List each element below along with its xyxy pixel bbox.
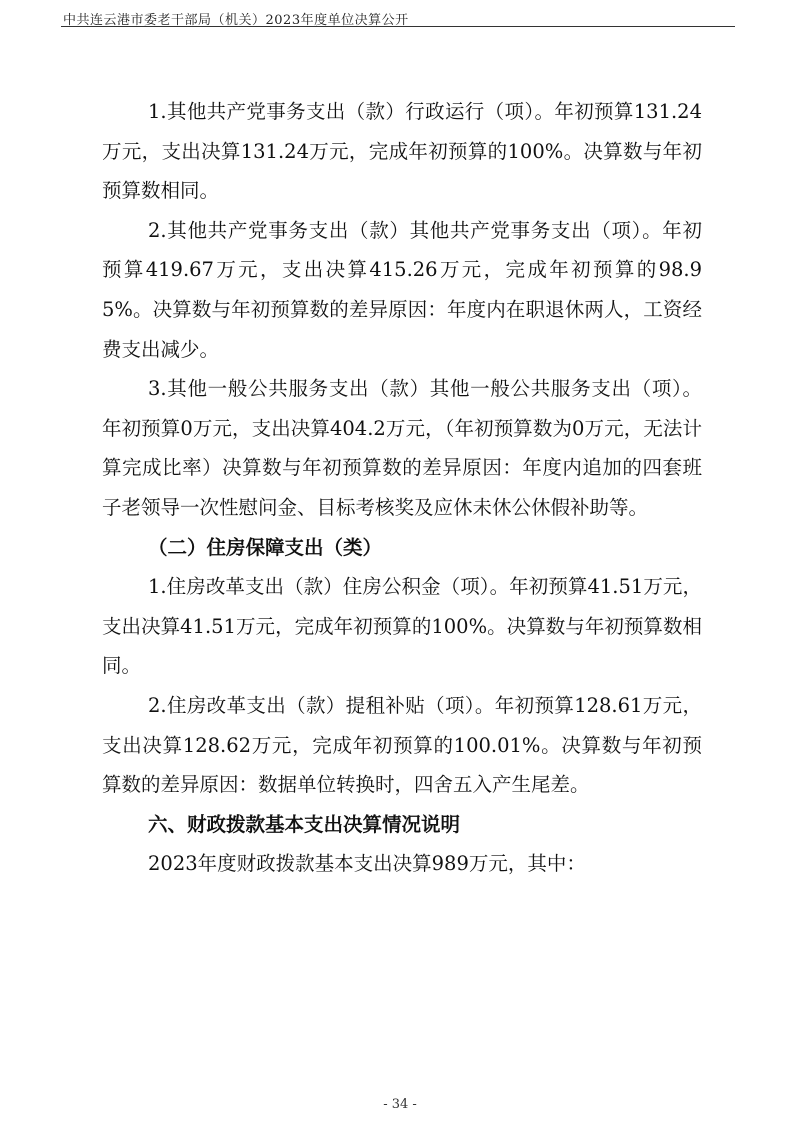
section-heading-basic-expenditure: 六、财政拨款基本支出决算情况说明 [148, 812, 461, 836]
header-divider [61, 26, 735, 27]
paragraph-rent-subsidy: 2.住房改革支出（款）提租补贴（项）。年初预算128.61万元，支出决算128.62万元，完成年初预算的100.01%。决算数与年初预算数的差异原因：数据单位转换时，四舍五入产生尾差。 [102, 693, 702, 797]
page-number: - 34 - [383, 1097, 417, 1112]
paragraph-housing-fund: 1.住房改革支出（款）住房公积金（项）。年初预算41.51万元，支出决算41.51万元，完成年初预算的100%。决算数与年初预算数相同。 [102, 575, 702, 678]
paragraph-other-public-service: 3.其他一般公共服务支出（款）其他一般公共服务支出（项）。年初预算0万元，支出决算404.2万元，（年初预算数为0万元，无法计算完成比率）决算数与年初预算数的差异原因：年度内追加的四套班子老领导一次性慰问金、目标考核奖及应休未休公休假补助等。 [102, 377, 702, 519]
paragraph-other-party-affairs: 2.其他共产党事务支出（款）其他共产党事务支出（项）。年初预算419.67万元，支出决算415.26万元，完成年初预算的98.95%。决算数与年初预算数的差异原因：年度内在职退休两人，工资经费支出减少。 [102, 218, 702, 361]
paragraph-basic-expenditure-total: 2023年度财政拨款基本支出决算989万元，其中： [148, 852, 586, 876]
document-body [102, 92, 702, 884]
section-heading-housing: （二）住房保障支出（类） [148, 535, 383, 559]
running-header: 中共连云港市委老干部局（机关）2023年度单位决算公开 [63, 13, 409, 28]
paragraph-other-party-admin: 1.其他共产党事务支出（款）行政运行（项）。年初预算131.24万元，支出决算131.24万元，完成年初预算的100%。决算数与年初预算数相同。 [102, 100, 702, 203]
